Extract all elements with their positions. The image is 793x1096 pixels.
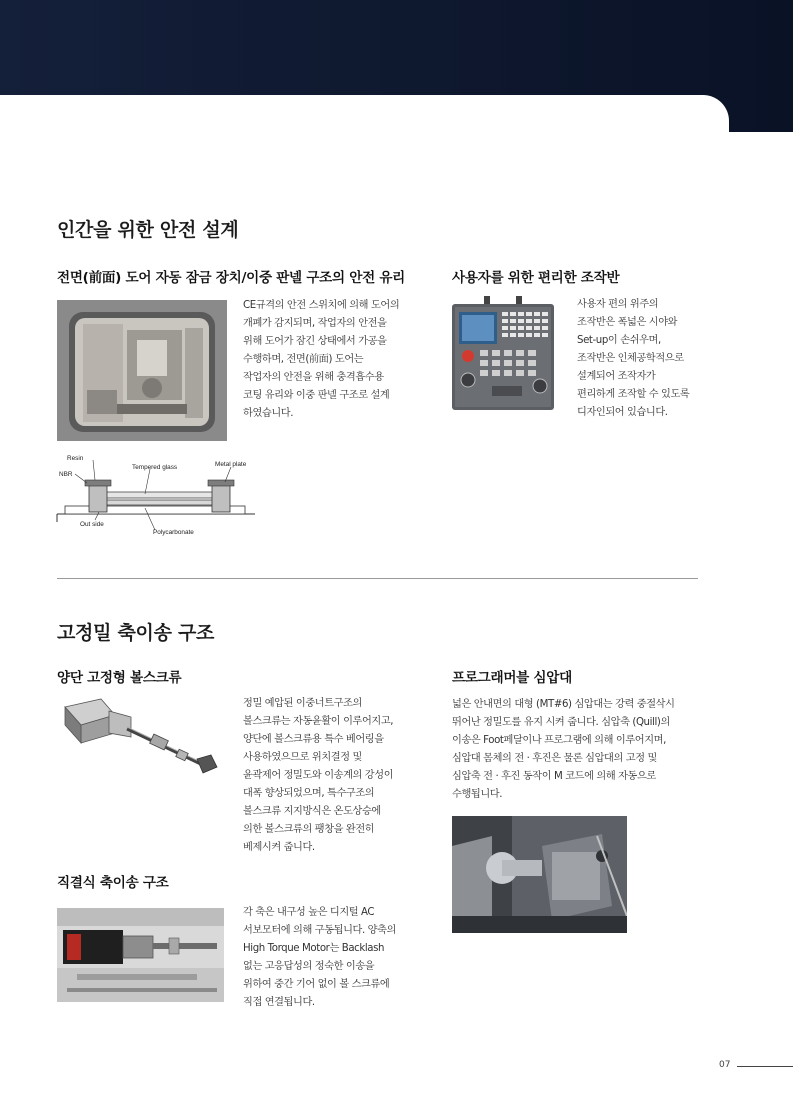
diagram-label-out-side: Out side xyxy=(80,521,104,528)
page-number: 07 xyxy=(719,1060,731,1070)
door-photo xyxy=(57,300,227,441)
direct-feed-image xyxy=(57,908,224,1002)
tailstock-photo xyxy=(452,816,627,933)
tailstock-description: 넓은 안내면의 대형 (MT#6) 심압대는 강력 중절삭시 뛰어난 정밀도를 유지 시켜 줍니다. 심압축 (Quill)의 이송은 Foot페달이나 프로그램에 의해 이루어지며, 심압대 몸체의 전 · 후진은 물론 심압대의 고정 및 심압축 전 · 후진 동작이 M 코드에 의해 자동으로 수행됩니다. xyxy=(452,699,675,800)
diagram-label-nbr: NBR xyxy=(59,471,73,478)
direct-feed-description: 각 축은 내구성 높은 디지털 AC 서보모터에 의해 구동됩니다. 양축의 High Torque Motor는 Backlash 없는 고응답성의 정숙한 이송을 위하여 중간 기어 없이 볼 스크류에 직접 연결됩니다. xyxy=(243,907,396,1008)
section-title-precision: 고정밀 축이송 구조 xyxy=(57,622,215,644)
footer-rule xyxy=(737,1066,793,1067)
control-panel-description: 사용자 편의 위주의 조작반은 폭넓은 시야와 Set-up이 손쉬우며, 조작반은 인체공학적으로 설계되어 조작자가 편리하게 조작할 수 있도록 디자인되어 있습니다. xyxy=(577,299,690,418)
diagram-label-metal-plate: Metal plate xyxy=(215,461,247,468)
control-panel-photo xyxy=(452,296,554,410)
ballscrew-description: 정밀 예압된 이중너트구조의 볼스크류는 자동윤활이 이루어지고, 양단에 볼스크류용 특수 베어링을 사용하였으므로 위치결정 및 윤곽제어 정밀도와 이송계의 강성이 대폭 향상되었으며, 특수구조의 볼스크류 지지방식은 온도상승에 의한 볼스크류의 팽창을 완전히 베제시켜 줍니다. xyxy=(243,698,394,853)
heading-direct-feed: 직결식 축이송 구조 xyxy=(57,875,169,891)
diagram-label-polycarbonate: Polycarbonate xyxy=(153,529,194,536)
section-title-safety: 인간을 위한 안전 설계 xyxy=(57,219,239,241)
glass-panel-diagram xyxy=(55,454,260,538)
heading-tailstock: 프로그래머블 심압대 xyxy=(452,670,572,686)
door-description: CE규격의 안전 스위치에 의해 도어의 개폐가 감지되며, 작업자의 안전을 위해 도어가 잠긴 상태에서 가공을 수행하며, 전면(前面) 도어는 작업자의 안전을 위해 충격흡수용 코팅 유리와 이중 판넬 구조로 설계 하였습니다. xyxy=(243,300,400,419)
ballscrew-image xyxy=(57,693,220,785)
heading-ballscrew: 양단 고정형 볼스크류 xyxy=(57,670,182,686)
heading-door-lock: 전면(前面) 도어 자동 잠금 장치/이중 판넬 구조의 안전 유리 xyxy=(57,270,406,286)
heading-control-panel: 사용자를 위한 편리한 조작반 xyxy=(452,270,620,286)
header-cut xyxy=(0,95,729,155)
diagram-label-tempered-glass: Tempered glass xyxy=(132,464,178,471)
diagram-label-resin: Resin xyxy=(67,455,84,462)
section-divider xyxy=(57,578,698,579)
